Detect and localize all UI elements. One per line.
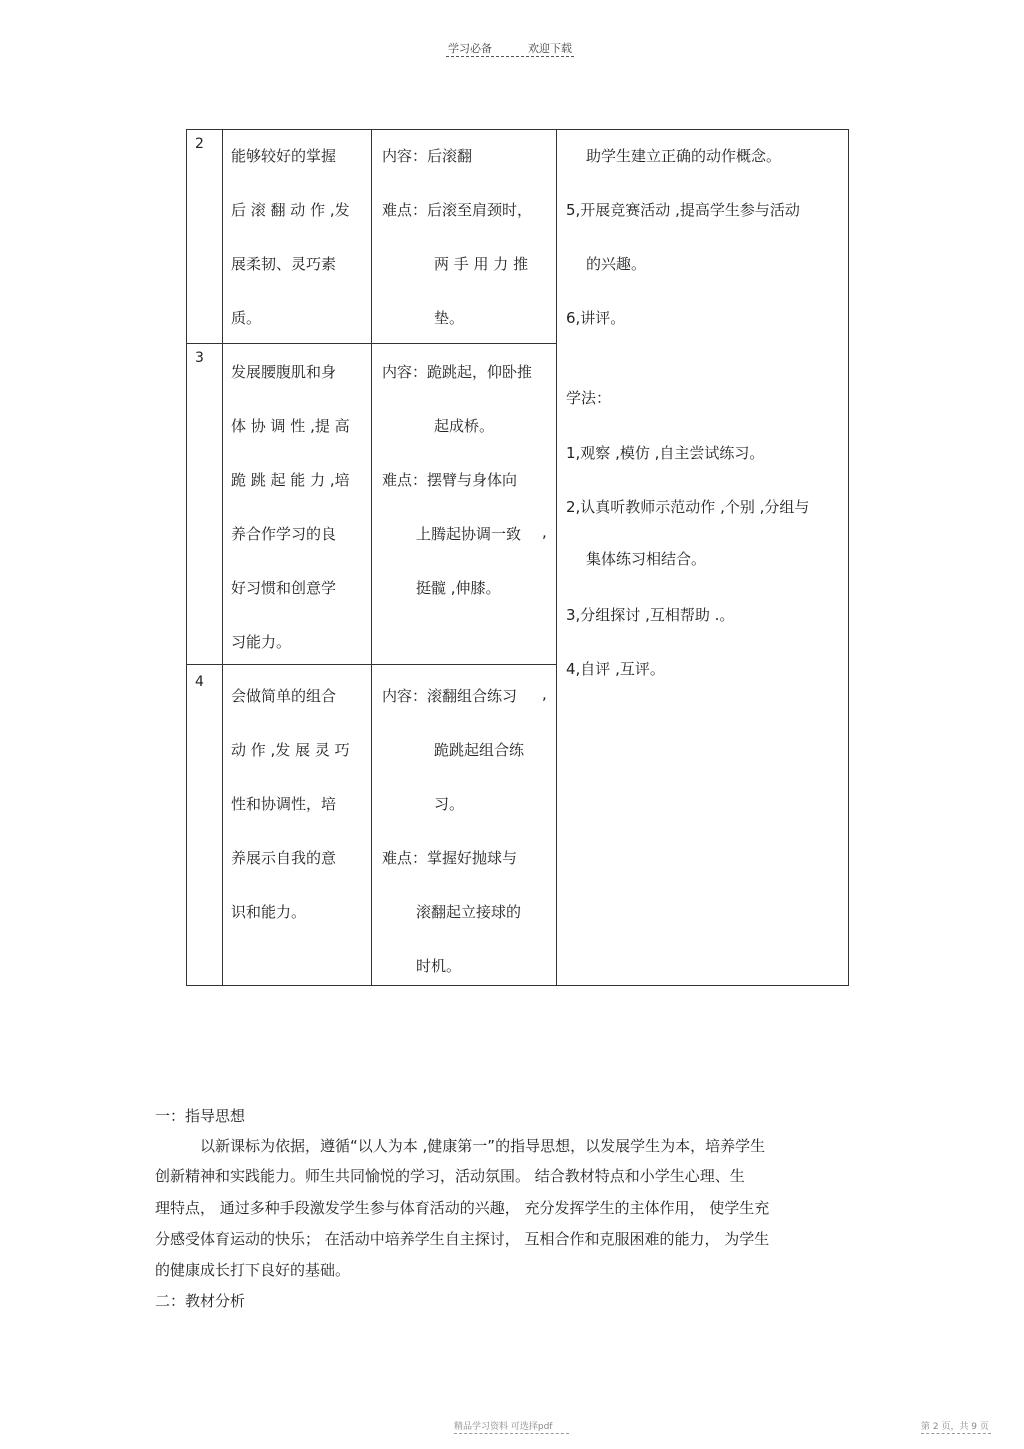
method-line: 4,自评 ,互评。 [566, 660, 665, 678]
content-line: 难点：摆臂与身体向 [382, 471, 518, 489]
goal-line: 能够较好的掌握 [231, 147, 337, 165]
content-line: , [542, 523, 547, 541]
content-line: 两 手 用 力 推 [434, 255, 529, 273]
table-border-bottom [186, 985, 848, 986]
content-line: 内容：跪跳起，仰卧推 [382, 363, 533, 381]
table-border-top [186, 129, 848, 130]
table-border-left [186, 129, 187, 986]
method-line: 集体练习相结合。 [586, 550, 707, 568]
content-line: 内容：后滚翻 [382, 147, 473, 165]
row-number: 2 [195, 136, 204, 152]
goal-line: 养展示自我的意 [231, 849, 337, 867]
footer-divider [454, 1433, 569, 1434]
goal-line: 好习惯和创意学 [231, 579, 337, 597]
section-heading: 二：教材分析 [155, 1292, 246, 1310]
header-left: 学习必备 [448, 42, 492, 55]
table-border-right [848, 129, 849, 986]
row-number: 3 [195, 350, 204, 366]
content-line: 时机。 [416, 957, 462, 975]
content-line: 跪跳起组合练 [434, 741, 525, 759]
content-line: 内容：滚翻组合练习 [382, 687, 518, 705]
content-line: 滚翻起立接球的 [416, 903, 522, 921]
table-col-divider [371, 129, 372, 986]
goal-line: 跪 跳 起 能 力 ,培 [231, 471, 350, 489]
paragraph-line: 以新课标为依据，遵循“以人为本 ,健康第一”的指导思想，以发展学生为本，培养学生 [200, 1137, 766, 1155]
goal-line: 性和协调性，培 [231, 795, 337, 813]
method-heading: 学法： [566, 389, 612, 407]
content-line: , [542, 685, 547, 703]
method-line: 2,认真听教师示范动作 ,个别 ,分组与 [566, 498, 810, 516]
content-line: 上腾起协调一致 [416, 525, 522, 543]
content-line: 起成桥。 [434, 417, 495, 435]
header-right: 欢迎下载 [528, 42, 572, 55]
method-line: 1,观察 ,模仿 ,自主尝试练习。 [566, 444, 765, 462]
row-number: 4 [195, 674, 204, 690]
goal-line: 体 协 调 性 ,提 高 [231, 417, 350, 435]
paragraph-line: 创新精神和实践能力。师生共同愉悦的学习，活动氛围。 结合教材特点和小学生心理、生 [155, 1167, 745, 1185]
goal-line: 习能力。 [231, 633, 292, 651]
table-col-divider [556, 129, 557, 986]
method-line: 助学生建立正确的动作概念。 [586, 147, 782, 165]
content-line: 挺髋 ,伸膝。 [416, 579, 501, 597]
method-line: 6,讲评。 [566, 309, 626, 327]
goal-line: 后 滚 翻 动 作 ,发 [231, 201, 350, 219]
footer-page-number: 第 2 页，共 9 页 [921, 1422, 989, 1432]
method-line: 3,分组探讨 ,互相帮助 .。 [566, 606, 735, 624]
footer-left: 精品学习资料 可选择pdf [454, 1422, 553, 1432]
method-line: 5,开展竞赛活动 ,提高学生参与活动 [566, 201, 800, 219]
goal-line: 养合作学习的良 [231, 525, 337, 543]
goal-line: 发展腰腹肌和身 [231, 363, 337, 381]
paragraph-line: 理特点， 通过多种手段激发学生参与体育活动的兴趣， 充分发挥学生的主体作用， 使学生充 [155, 1199, 770, 1217]
content-line: 习。 [434, 795, 465, 813]
paragraph-line: 的健康成长打下良好的基础。 [155, 1261, 351, 1279]
goal-line: 动 作 ,发 展 灵 巧 [231, 741, 350, 759]
content-line: 垫。 [434, 309, 465, 327]
table-col-divider [222, 129, 223, 986]
paragraph-line: 分感受体育运动的快乐； 在活动中培养学生自主探讨， 互相合作和克服困难的能力， 为学生 [155, 1230, 770, 1248]
method-line: 的兴趣。 [586, 255, 647, 273]
goal-line: 会做简单的组合 [231, 687, 337, 705]
goal-line: 展柔韧、灵巧素 [231, 255, 337, 273]
content-line: 难点：掌握好抛球与 [382, 849, 518, 867]
content-line: 难点：后滚至肩颈时， [382, 201, 533, 219]
goal-line: 识和能力。 [231, 903, 307, 921]
goal-line: 质。 [231, 309, 262, 327]
section-heading: 一：指导思想 [155, 1107, 246, 1125]
footer-divider [921, 1433, 991, 1434]
